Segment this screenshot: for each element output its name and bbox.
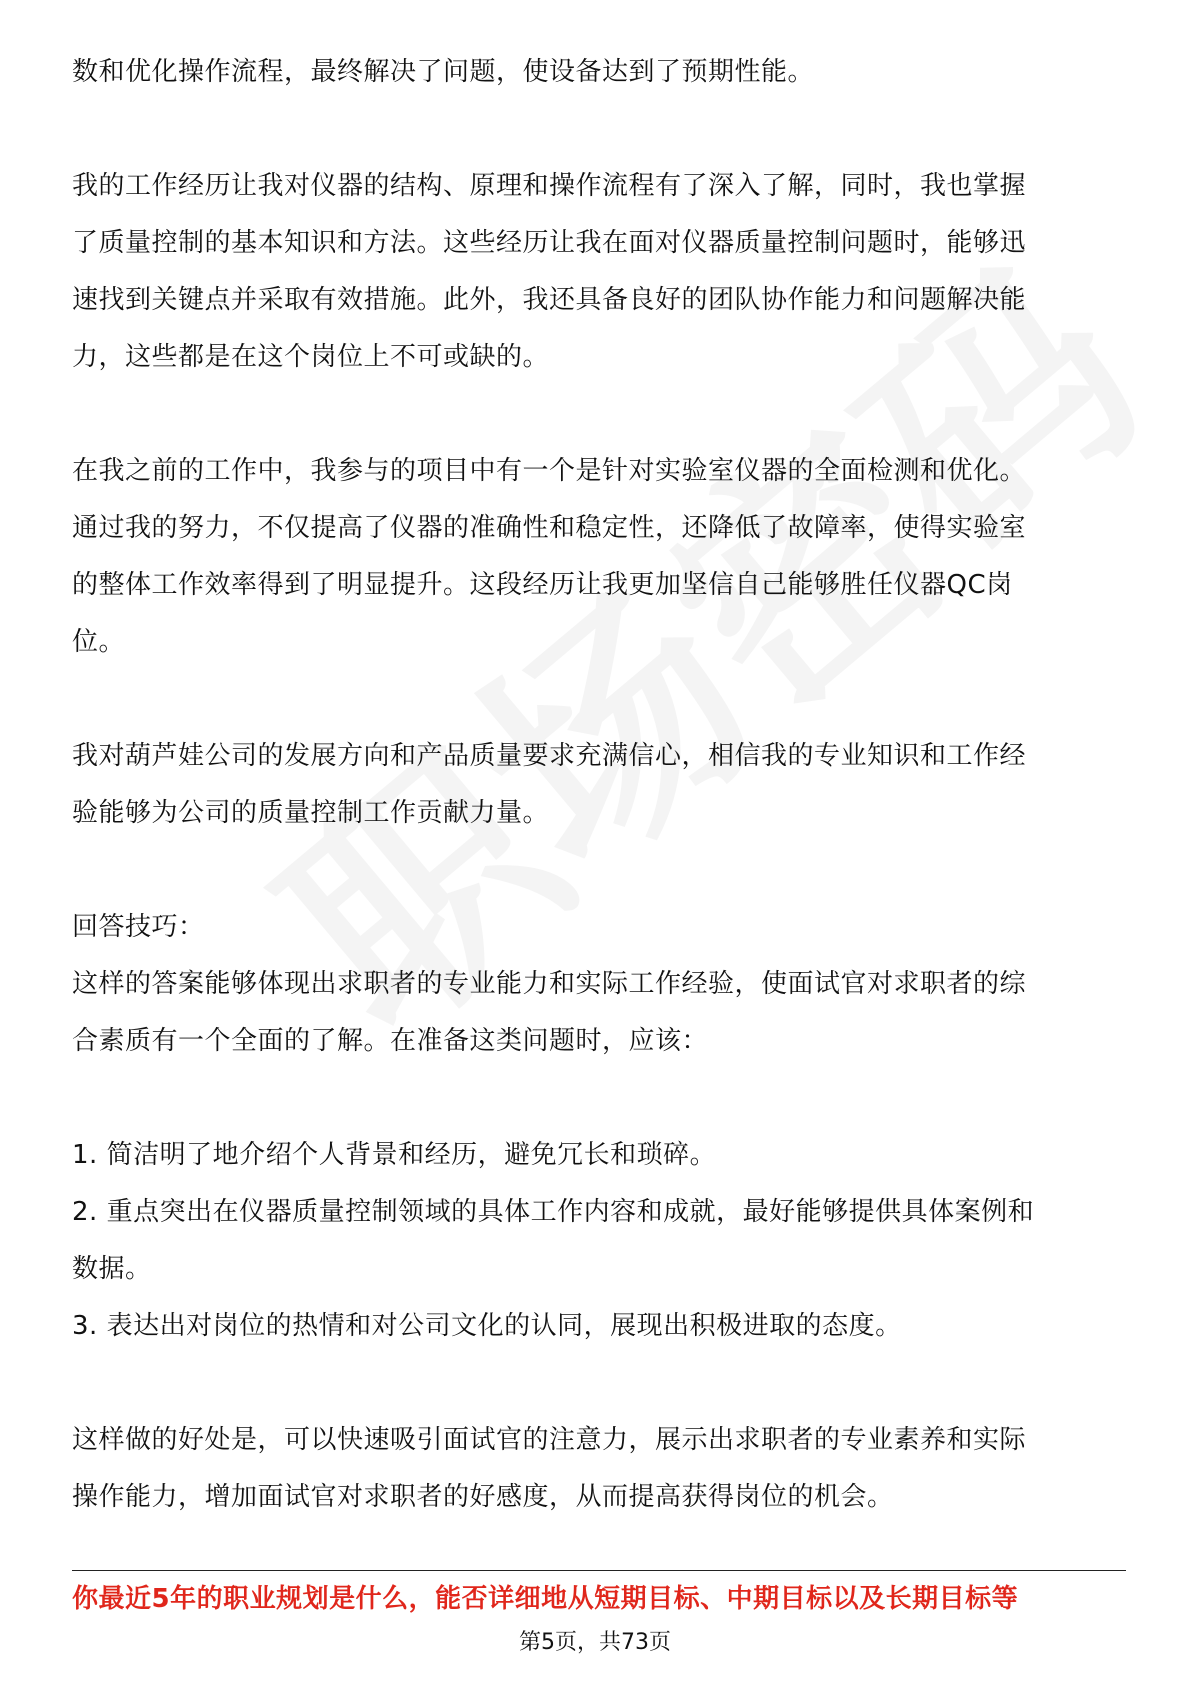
tips-heading: 回答技巧： (72, 912, 205, 942)
list-item: 3. 表达出对岗位的热情和对公司文化的认同，展现出积极进取的态度。 (72, 1311, 902, 1341)
paragraph-line: 位。 (72, 627, 126, 657)
paragraph-gap (72, 386, 1127, 443)
paragraph-line: 数和优化操作流程，最终解决了问题，使设备达到了预期性能。 (72, 57, 815, 87)
page-number-footer: 第5页，共73页 (519, 1630, 671, 1655)
paragraph-gap (72, 1355, 1127, 1412)
page-content (72, 44, 1127, 1526)
next-question-heading: 你最近5年的职业规划是什么，能否详细地从短期目标、中期目标以及长期目标等 (72, 1584, 1019, 1614)
paragraph-line: 操作能力，增加面试官对求职者的好感度，从而提高获得岗位的机会。 (72, 1482, 894, 1512)
paragraph-gap (72, 1070, 1127, 1127)
list-item-continuation: 数据。 (72, 1254, 152, 1284)
list-item: 2. 重点突出在仪器质量控制领域的具体工作内容和成就，最好能够提供具体案例和 (72, 1197, 1035, 1227)
paragraph-line: 通过我的努力，不仅提高了仪器的准确性和稳定性，还降低了故障率，使得实验室 (72, 513, 1027, 543)
paragraph-gap (72, 842, 1127, 899)
paragraph-line: 速找到关键点并采取有效措施。此外，我还具备良好的团队协作能力和问题解决能 (72, 285, 1027, 315)
paragraph-line: 合素质有一个全面的了解。在准备这类问题时，应该： (72, 1026, 709, 1056)
paragraph-line: 了质量控制的基本知识和方法。这些经历让我在面对仪器质量控制问题时，能够迅 (72, 228, 1027, 258)
list-item: 1. 简洁明了地介绍个人背景和经历，避免冗长和琐碎。 (72, 1140, 717, 1170)
paragraph-line: 力，这些都是在这个岗位上不可或缺的。 (72, 342, 550, 372)
paragraph-gap (72, 101, 1127, 158)
paragraph-line: 我对葫芦娃公司的发展方向和产品质量要求充满信心，相信我的专业知识和工作经 (72, 741, 1027, 771)
paragraph-line: 验能够为公司的质量控制工作贡献力量。 (72, 798, 550, 828)
paragraph-line: 在我之前的工作中，我参与的项目中有一个是针对实验室仪器的全面检测和优化。 (72, 456, 1027, 486)
section-divider (72, 1570, 1126, 1571)
paragraph-line: 这样的答案能够体现出求职者的专业能力和实际工作经验，使面试官对求职者的综 (72, 969, 1027, 999)
paragraph-gap (72, 671, 1127, 728)
paragraph-line: 我的工作经历让我对仪器的结构、原理和操作流程有了深入了解，同时，我也掌握 (72, 171, 1027, 201)
paragraph-line: 的整体工作效率得到了明显提升。这段经历让我更加坚信自己能够胜任仪器QC岗 (72, 570, 1013, 600)
paragraph-line: 这样做的好处是，可以快速吸引面试官的注意力，展示出求职者的专业素养和实际 (72, 1425, 1027, 1455)
